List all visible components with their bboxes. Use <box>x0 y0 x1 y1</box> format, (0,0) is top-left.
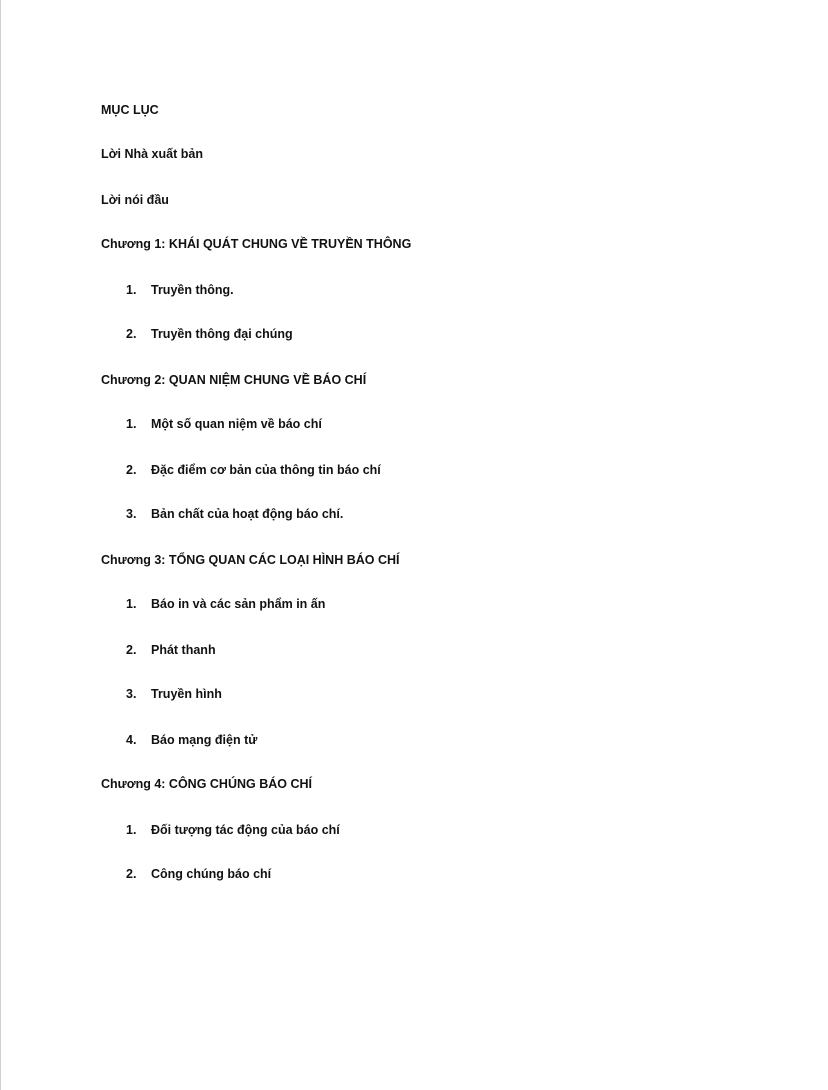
item-text: Công chúng báo chí <box>151 867 272 881</box>
item-number: 1. <box>126 597 137 611</box>
item-number: 3. <box>126 687 137 701</box>
item-number: 1. <box>126 417 137 431</box>
item-text: Báo in và các sản phẩm in ấn <box>151 597 326 611</box>
toc-title: MỤC LỤC <box>101 103 159 117</box>
page-left-edge <box>0 0 1 1090</box>
item-number: 2. <box>126 643 137 657</box>
item-text: Truyền thông đại chúng <box>151 327 293 341</box>
item-number: 2. <box>126 867 137 881</box>
item-text: Đặc điểm cơ bản của thông tin báo chí <box>151 463 381 477</box>
item-text: Phát thanh <box>151 643 216 657</box>
item-text: Một số quan niệm về báo chí <box>151 417 322 431</box>
toc-entry-publisher-note: Lời Nhà xuất bản <box>101 147 203 161</box>
chapter-3-title: Chương 3: TỔNG QUAN CÁC LOẠI HÌNH BÁO CHÍ <box>101 553 400 567</box>
item-number: 2. <box>126 463 137 477</box>
item-text: Báo mạng điện tử <box>151 733 258 747</box>
chapter-4-title: Chương 4: CÔNG CHÚNG BÁO CHÍ <box>101 777 312 791</box>
item-number: 2. <box>126 327 137 341</box>
item-number: 1. <box>126 283 137 297</box>
item-text: Bản chất của hoạt động báo chí. <box>151 507 344 521</box>
toc-entry-foreword: Lời nói đầu <box>101 193 169 207</box>
chapter-2-title: Chương 2: QUAN NIỆM CHUNG VỀ BÁO CHÍ <box>101 373 367 387</box>
item-text: Đối tượng tác động của báo chí <box>151 823 340 837</box>
item-number: 4. <box>126 733 137 747</box>
item-number: 3. <box>126 507 137 521</box>
item-number: 1. <box>126 823 137 837</box>
chapter-1-title: Chương 1: KHÁI QUÁT CHUNG VỀ TRUYỀN THÔNG <box>101 237 412 251</box>
item-text: Truyền thông. <box>151 283 234 297</box>
item-text: Truyền hình <box>151 687 222 701</box>
